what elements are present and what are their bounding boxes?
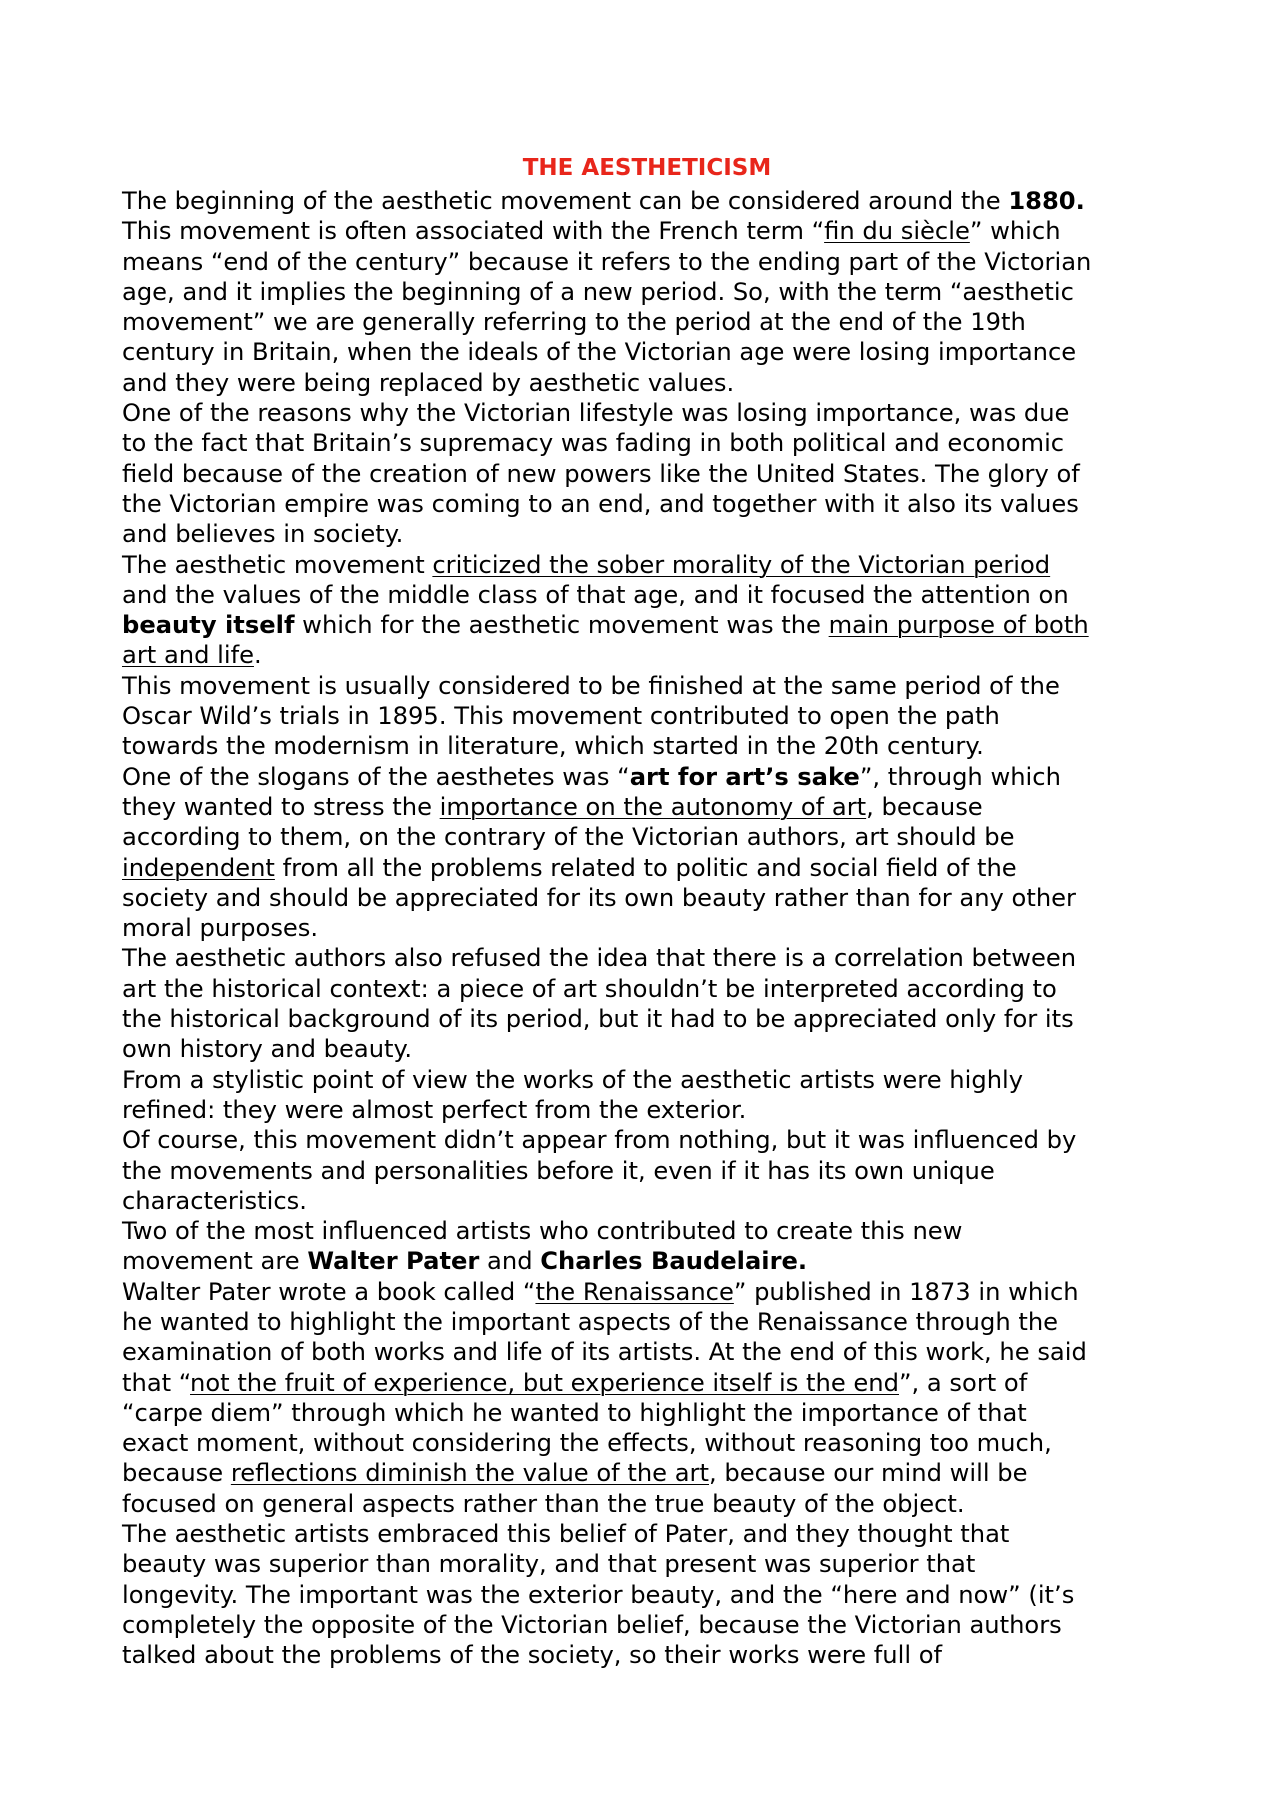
text-line — [122, 974, 1172, 1004]
text-line — [122, 640, 1172, 670]
text-run: own history and beauty. — [122, 1035, 413, 1064]
bold-text: beauty itself — [122, 611, 295, 640]
text-run: society and should be appreciated for its own beauty rather than for any other — [122, 883, 1076, 912]
text-line — [122, 489, 1172, 519]
text-line — [122, 247, 1172, 277]
text-run: age, and it implies the beginning of a new period. So, with the term “aesthetic — [122, 277, 1074, 306]
text-run: the movements and personalities before it, even if it has its own unique — [122, 1156, 995, 1185]
text-run: One of the reasons why the Victorian lifestyle was losing importance, was due — [122, 399, 1070, 428]
text-run: Of course, this movement didn’t appear from nothing, but it was influenced by — [122, 1126, 1077, 1155]
text-line — [122, 216, 1172, 246]
text-line — [122, 1156, 1172, 1186]
text-run: he wanted to highlight the important aspects of the Renaissance through the — [122, 1307, 1059, 1336]
text-line — [122, 1398, 1172, 1428]
text-run: Oscar Wild’s trials in 1895. This movement contributed to open the path — [122, 702, 1000, 731]
text-line — [122, 368, 1172, 398]
text-line — [122, 1580, 1172, 1610]
paragraph — [122, 671, 1172, 762]
text-run: ” published in 1873 in which — [733, 1277, 1079, 1306]
text-run: One of the slogans of the aesthetes was “ — [122, 762, 630, 791]
paragraph — [122, 1519, 1172, 1670]
text-run: exact moment, without considering the effects, without reasoning too much, — [122, 1429, 1052, 1458]
text-run: talked about the problems of the society, so their works were full of — [122, 1641, 943, 1670]
text-run: which for the aesthetic movement was the — [294, 611, 829, 640]
text-line — [122, 1519, 1172, 1549]
text-line — [122, 1549, 1172, 1579]
text-line — [122, 1186, 1172, 1216]
text-line — [122, 398, 1172, 428]
text-run: century in Britain, when the ideals of the Victorian age were losing importance — [122, 338, 1077, 367]
text-line — [122, 610, 1172, 640]
text-run: “carpe diem” through which he wanted to highlight the importance of that — [122, 1398, 1027, 1427]
text-line — [122, 307, 1172, 337]
text-line — [122, 671, 1172, 701]
text-line — [122, 337, 1172, 367]
bold-text: Walter Pater — [307, 1247, 480, 1276]
text-line — [122, 853, 1172, 883]
text-run: , because our mind will be — [709, 1459, 1028, 1488]
text-run: , because — [866, 792, 983, 821]
text-run: movement” we are generally referring to the period at the end of the 19th — [122, 308, 1026, 337]
paragraph — [122, 550, 1172, 671]
underlined-text: not the fruit of experience, but experience itself is the end — [190, 1368, 899, 1397]
text-line — [122, 883, 1172, 913]
underlined-text: main purpose of both — [828, 611, 1089, 640]
text-run: Two of the most influenced artists who contributed to create this new — [122, 1217, 963, 1246]
text-run: and they were being replaced by aesthetic values. — [122, 368, 735, 397]
paragraph — [122, 398, 1172, 549]
paragraph — [122, 943, 1172, 1064]
text-line — [122, 1095, 1172, 1125]
paragraph — [122, 1216, 1172, 1277]
text-run: From a stylistic point of view the works of the aesthetic artists were highly — [122, 1065, 1024, 1094]
text-run: beauty was superior than morality, and that present was superior that — [122, 1550, 976, 1579]
text-line — [122, 277, 1172, 307]
text-run: and believes in society. — [122, 520, 404, 549]
text-run: field because of the creation of new powers like the United States. The glory of — [122, 459, 1080, 488]
text-line — [122, 701, 1172, 731]
underlined-text: criticized the sober morality of the Victorian period — [432, 550, 1051, 579]
text-line — [122, 186, 1172, 216]
text-run: This movement is often associated with the French term “ — [122, 217, 825, 246]
text-line — [122, 1246, 1172, 1276]
text-run: art the historical context: a piece of art shouldn’t be interpreted according to — [122, 974, 1057, 1003]
text-run: according to them, on the contrary of the Victorian authors, art should be — [122, 823, 1015, 852]
text-line — [122, 822, 1172, 852]
text-run: completely the opposite of the Victorian belief, because the Victorian authors — [122, 1610, 1062, 1639]
text-run: examination of both works and life of its artists. At the end of this work, he said — [122, 1338, 1087, 1367]
bold-text: Charles Baudelaire. — [540, 1247, 808, 1276]
text-run: ”, through which — [859, 762, 1061, 791]
text-line — [122, 1065, 1172, 1095]
text-line — [122, 1368, 1172, 1398]
text-line — [122, 913, 1172, 943]
text-line — [122, 1640, 1172, 1670]
text-line — [122, 1428, 1172, 1458]
text-run: that “ — [122, 1368, 191, 1397]
text-run: ” which — [969, 217, 1061, 246]
text-run: because — [122, 1459, 231, 1488]
document-page — [122, 150, 1172, 1671]
text-line — [122, 1277, 1172, 1307]
text-line — [122, 792, 1172, 822]
text-line — [122, 1489, 1172, 1519]
paragraph — [122, 186, 1172, 398]
document-body — [122, 186, 1172, 1671]
underlined-text: the Renaissance — [535, 1277, 734, 1306]
text-run: from all the problems related to politic and social field of the — [274, 853, 1017, 882]
text-line — [122, 1610, 1172, 1640]
text-line — [122, 943, 1172, 973]
paragraph — [122, 1125, 1172, 1216]
text-line — [122, 519, 1172, 549]
text-line — [122, 1458, 1172, 1488]
text-run: they wanted to stress the — [122, 792, 440, 821]
text-line — [122, 1216, 1172, 1246]
text-run: to the fact that Britain’s supremacy was fading in both political and economic — [122, 429, 1065, 458]
paragraph — [122, 1277, 1172, 1519]
text-line — [122, 580, 1172, 610]
text-line — [122, 731, 1172, 761]
text-run: The aesthetic artists embraced this belief of Pater, and they thought that — [122, 1520, 1010, 1549]
text-run: moral purposes. — [122, 914, 319, 943]
text-run: characteristics. — [122, 1186, 307, 1215]
document-title: THE AESTHETICISM — [522, 155, 772, 181]
text-run: The beginning of the aesthetic movement can be considered around the — [122, 187, 1009, 215]
text-line — [122, 459, 1172, 489]
text-run: the historical background of its period, but it had to be appreciated only for its — [122, 1005, 1074, 1034]
text-run: the Victorian empire was coming to an end, and together with it also its values — [122, 489, 1079, 518]
text-run: movement are — [122, 1247, 308, 1276]
text-line — [122, 1034, 1172, 1064]
text-run: longevity. The important was the exterior beauty, and the “here and now” (it’s — [122, 1580, 1075, 1609]
text-run: This movement is usually considered to be finished at the same period of the — [122, 671, 1060, 700]
bold-text: art for art’s sake — [629, 762, 860, 791]
text-line — [122, 1125, 1172, 1155]
underlined-text: independent — [122, 853, 275, 882]
text-run: focused on general aspects rather than the true beauty of the object. — [122, 1489, 965, 1518]
text-run: refined: they were almost perfect from the exterior. — [122, 1095, 747, 1124]
text-line — [122, 550, 1172, 580]
paragraph — [122, 762, 1172, 944]
underlined-text: reflections diminish the value of the art — [230, 1459, 709, 1488]
paragraph — [122, 1065, 1172, 1126]
text-run: and — [479, 1247, 541, 1276]
text-run: The aesthetic movement — [122, 550, 433, 579]
underlined-text: fin du siècle — [824, 217, 970, 246]
text-run: . — [253, 641, 262, 670]
bold-text: 1880. — [1008, 187, 1085, 215]
text-line — [122, 1004, 1172, 1034]
text-run: and the values of the middle class of that age, and it focused the attention on — [122, 580, 1069, 609]
underlined-text: importance on the autonomy of art — [439, 792, 867, 821]
text-run: The aesthetic authors also refused the idea that there is a correlation between — [122, 944, 1077, 973]
text-run: Walter Pater wrote a book called “ — [122, 1277, 536, 1306]
text-line — [122, 1337, 1172, 1367]
text-line — [122, 428, 1172, 458]
text-line — [122, 762, 1172, 792]
text-run: means “end of the century” because it refers to the ending part of the Victorian — [122, 247, 1092, 276]
text-line — [122, 1307, 1172, 1337]
text-run: towards the modernism in literature, which started in the 20th century. — [122, 732, 984, 761]
underlined-text: art and life — [122, 641, 254, 670]
text-run: ”, a sort of — [899, 1368, 1028, 1397]
